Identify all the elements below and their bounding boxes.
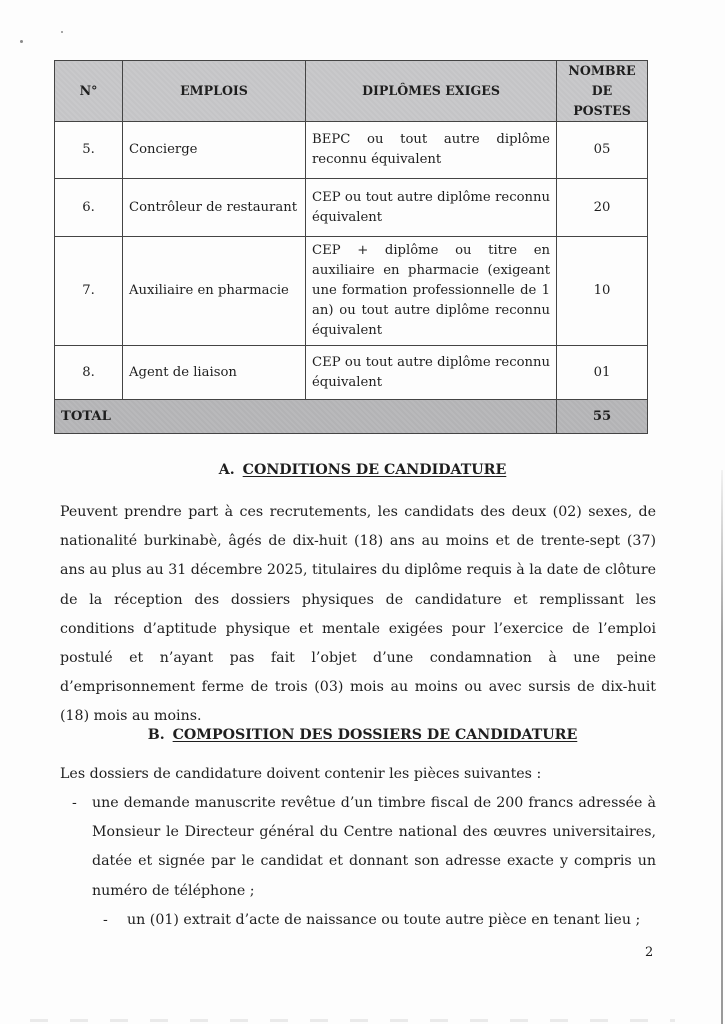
row-num: 7. — [55, 237, 123, 346]
section-a-letter: A. — [218, 462, 235, 478]
scan-bottom-noise — [30, 1019, 675, 1022]
row-count: 20 — [557, 179, 648, 237]
header-num: N° — [55, 61, 123, 122]
scan-speck — [20, 40, 23, 43]
list-item — [72, 789, 658, 909]
table-row — [55, 346, 648, 400]
list-item-text: une demande manuscrite revêtue d’un timbre fiscal de 200 francs adressée à Monsieur le Directeur général du Centre national des œuvres universitaires, datée et signée par le candidat et donnant son adresse exacte y compris un numéro de téléphone ; — [92, 795, 656, 899]
row-num: 5. — [55, 122, 123, 179]
header-jobs: EMPLOIS — [123, 61, 306, 122]
total-value: 55 — [557, 400, 648, 434]
row-job: Contrôleur de restaurant — [123, 179, 306, 237]
section-a-title: CONDITIONS DE CANDIDATURE — [242, 462, 507, 478]
scan-edge-shadow — [721, 470, 723, 1024]
total-label: TOTAL — [55, 400, 557, 434]
row-num: 6. — [55, 179, 123, 237]
bullet-dash: - — [103, 912, 108, 928]
row-diploma: CEP ou tout autre diplôme reconnu équivalent — [306, 346, 557, 400]
row-job: Concierge — [123, 122, 306, 179]
section-b-title: COMPOSITION DES DOSSIERS DE CANDIDATURE — [172, 727, 578, 743]
header-count-line2: DE POSTES — [573, 83, 631, 118]
row-count: 05 — [557, 122, 648, 179]
table-row — [55, 179, 648, 237]
header-count-line1: NOMBRE — [568, 63, 636, 78]
row-job: Agent de liaison — [123, 346, 306, 400]
header-count — [557, 61, 648, 122]
section-b-intro: Les dossiers de candidature doivent contenir les pièces suivantes : — [60, 766, 542, 782]
row-count: 01 — [557, 346, 648, 400]
header-diplomas: DIPLÔMES EXIGES — [306, 61, 557, 122]
list-item — [103, 906, 663, 936]
bullet-dash: - — [72, 795, 77, 811]
section-a-body: Peuvent prendre part à ces recrutements, les candidats des deux (02) sexes, de nationalité burkinabè, âgés de dix-huit (18) ans au moins et de trente-sept (37) ans au plus au 31 décembre 2025, titulaires du diplôme requis à la date de clôture de la réception des dossiers physiques de candidature et remplissant les conditions d’aptitude physique et mentale exigées pour l’exercice de l’emploi postulé et n’ayant pas fait l’objet d’une condamnation à une peine d’emprisonnement ferme de trois (03) mois au moins ou avec sursis de dix-huit (18) mois au moins. — [60, 504, 656, 725]
page-number: 2 — [645, 945, 654, 960]
list-item-text: un (01) extrait d’acte de naissance ou toute autre pièce en tenant lieu ; — [127, 912, 641, 928]
row-count: 10 — [557, 237, 648, 346]
row-diploma: BEPC ou tout autre diplôme reconnu équivalent — [306, 122, 557, 179]
section-b-letter: B. — [147, 727, 165, 743]
table-header-row — [55, 61, 648, 122]
table-row — [55, 237, 648, 346]
table-row — [55, 122, 648, 179]
section-b-heading — [0, 727, 725, 743]
section-a-heading — [0, 462, 725, 478]
row-job: Auxiliaire en pharmacie — [123, 237, 306, 346]
row-diploma: CEP ou tout autre diplôme reconnu équivalent — [306, 179, 557, 237]
table-total-row — [55, 400, 648, 434]
row-diploma: CEP + diplôme ou titre en auxiliaire en pharmacie (exigeant une formation professionnelle de 1 an) ou tout autre diplôme reconnu équivalent — [306, 237, 557, 346]
jobs-table — [54, 60, 648, 434]
row-num: 8. — [55, 346, 123, 400]
scan-speck — [61, 31, 63, 33]
